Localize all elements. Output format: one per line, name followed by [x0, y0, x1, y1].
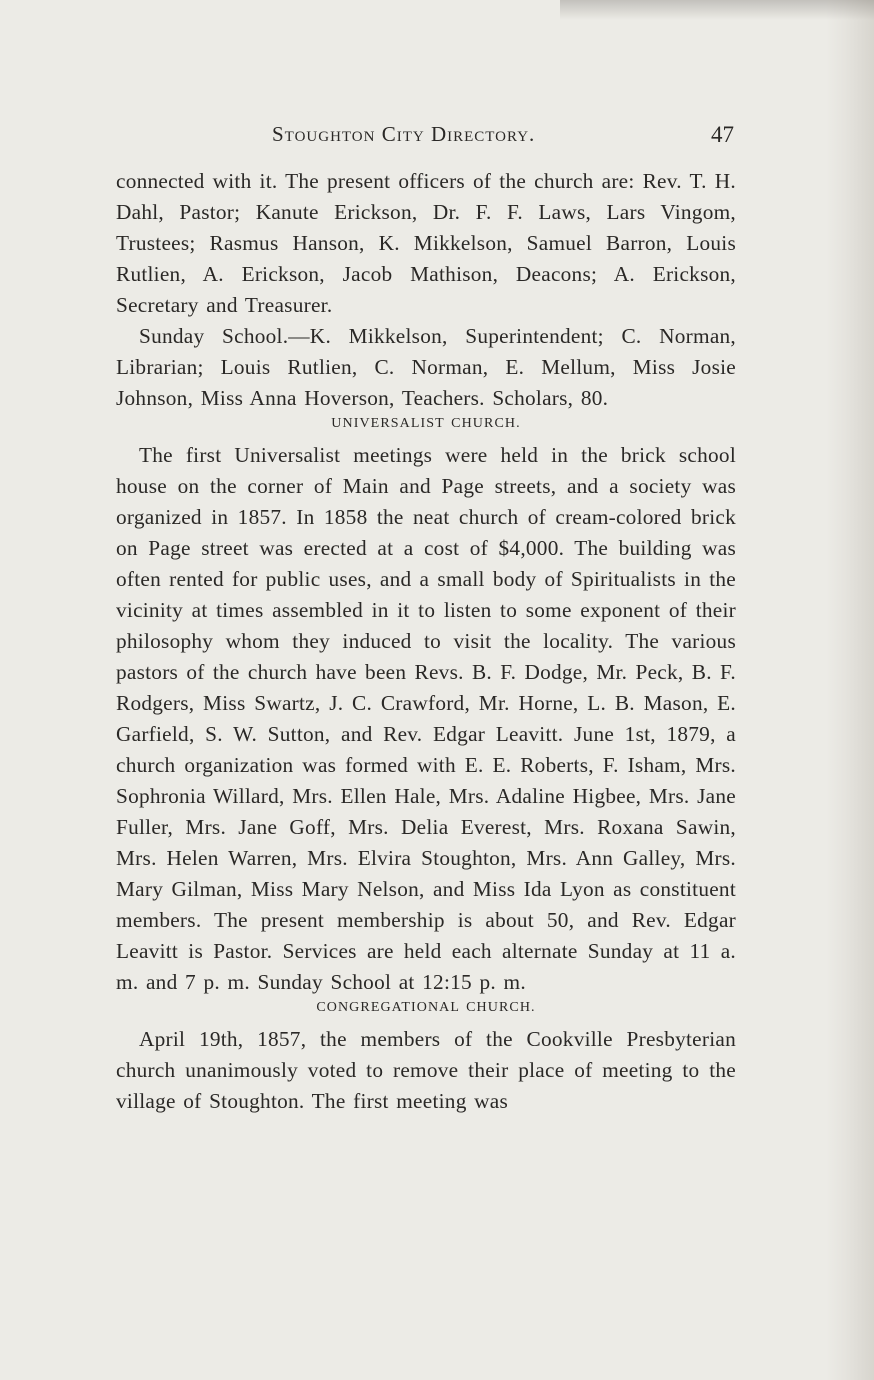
officers-paragraph: connected with it. The present officers of the church are: Rev. T. H. Dahl, Pastor; Kanute Erickson, Dr. F. F. Laws, Lars Vingom, Trustees; Rasmus Hanson, K. Mikkelson, Samuel Barron, Louis Rutlien, A. Erickson, Jacob Mathison, Deacons; A. Erickson, Secretary and Treasurer. [116, 169, 736, 317]
congregational-church-heading: CONGREGATIONAL CHURCH. [316, 1000, 536, 1015]
page-body [116, 166, 736, 1117]
running-title: Stoughton City Directory. [272, 122, 536, 146]
page-number: 47 [711, 122, 734, 147]
congregational-church-paragraph: April 19th, 1857, the members of the Cookville Presbyterian church unanimously voted to remove their place of meeting to the village of Stoughton. The first meeting was [116, 1027, 736, 1113]
universalist-church-paragraph: The first Universalist meetings were held in the brick school house on the corner of Main and Page streets, and a society was organized in 1857. In 1858 the neat church of cream-colored brick on Page street was erected at a cost of $4,000. The building was often rented for public uses, and a small body of Spiritualists in the vicinity at times assembled in it to listen to some exponent of their philosophy whom they induced to visit the locality. The various pastors of the church have been Revs. B. F. Dodge, Mr. Peck, B. F. Rodgers, Miss Swartz, J. C. Crawford, Mr. Horne, L. B. Mason, E. Garfield, S. W. Sutton, and Rev. Edgar Leavitt. June 1st, 1879, a church organization was formed with E. E. Roberts, F. Isham, Mrs. Sophronia Willard, Mrs. Ellen Hale, Mrs. Adaline Higbee, Mrs. Jane Fuller, Mrs. Jane Goff, Mrs. Delia Everest, Mrs. Roxana Sawin, Mrs. Helen Warren, Mrs. Elvira Stoughton, Mrs. Ann Galley, Mrs. Mary Gilman, Miss Mary Nelson, and Miss Ida Lyon as constituent members. The present membership is about 50, and Rev. Edgar Leavitt is Pastor. Services are held each alternate Sunday at 11 a. m. and 7 p. m. Sunday School at 12:15 p. m. [116, 443, 736, 994]
page-edge-shadow [826, 0, 874, 1380]
universalist-church-heading: UNIVERSALIST CHURCH. [331, 416, 521, 431]
page-header [272, 122, 734, 152]
sunday-school-paragraph: Sunday School.—K. Mikkelson, Superintendent; C. Norman, Librarian; Louis Rutlien, C. Norman, E. Mellum, Miss Josie Johnson, Miss Anna Hoverson, Teachers. Scholars, 80. [116, 324, 736, 410]
